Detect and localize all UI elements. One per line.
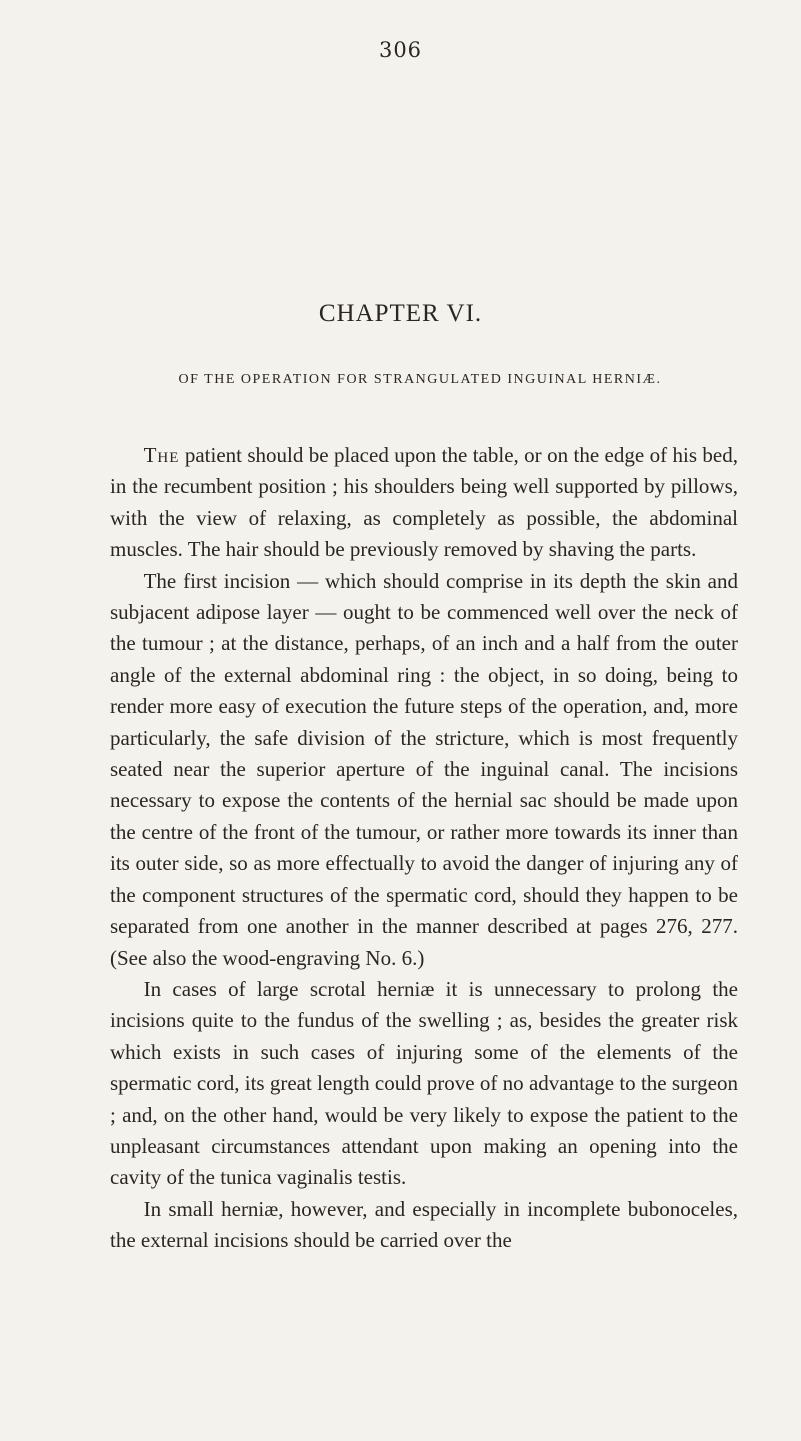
paragraph-4: [110, 1194, 738, 1257]
paragraph-2: [110, 566, 738, 974]
paragraph-text: The first incision — which should comprise in its depth the skin and subjacent adipose layer — ought to be commenced well over the neck of the tumour ; at the distance, perhaps, of an inch and a half from the outer angle of the external abdominal ring : the object, in so doing, being to render more easy of execution the future steps of the operation, and, more particularly, the safe division of the stricture, which is most frequently seated near the superior aperture of the inguinal canal. The incisions necessary to expose the contents of the hernial sac should be made upon the centre of the front of the tumour, or rather more towards its inner than its outer side, so as more effectually to avoid the danger of injuring any of the component structures of the spermatic cord, should they happen to be separated from one another in the manner described at pages 276, 277. (See also the wood-engraving No. 6.): [110, 568, 738, 970]
paragraph-lead: The: [143, 443, 180, 467]
paragraph-3: [110, 974, 738, 1194]
paragraph-1: [110, 440, 738, 566]
paragraph-text: patient should be placed upon the table, or on the edge of his bed, in the recumbent position ; his shoulders being well supported by pillows, with the view of relaxing, as completely as possible, the abdominal muscles. The hair should be previously removed by shaving the parts.: [110, 443, 738, 562]
chapter-subtitle: OF THE OPERATION FOR STRANGULATED INGUINAL HERNIÆ.: [178, 372, 662, 387]
chapter-title: CHAPTER VI.: [318, 300, 483, 327]
paragraph-text: In cases of large scrotal herniæ it is unnecessary to prolong the incisions quite to the fundus of the swelling ; as, besides the greater risk which exists in such cases of injuring some of the elements of the spermatic cord, its great length could prove of no advantage to the surgeon ; and, on the other hand, would be very likely to expose the patient to the unpleasant circumstances attendant upon making an opening into the cavity of the tunica vaginalis testis.: [110, 976, 738, 1190]
body-text: [110, 440, 738, 1257]
paragraph-text: In small herniæ, however, and especially in incomplete bubonoceles, the external incisions should be carried over the: [110, 1196, 738, 1253]
page-number: 306: [378, 38, 423, 62]
